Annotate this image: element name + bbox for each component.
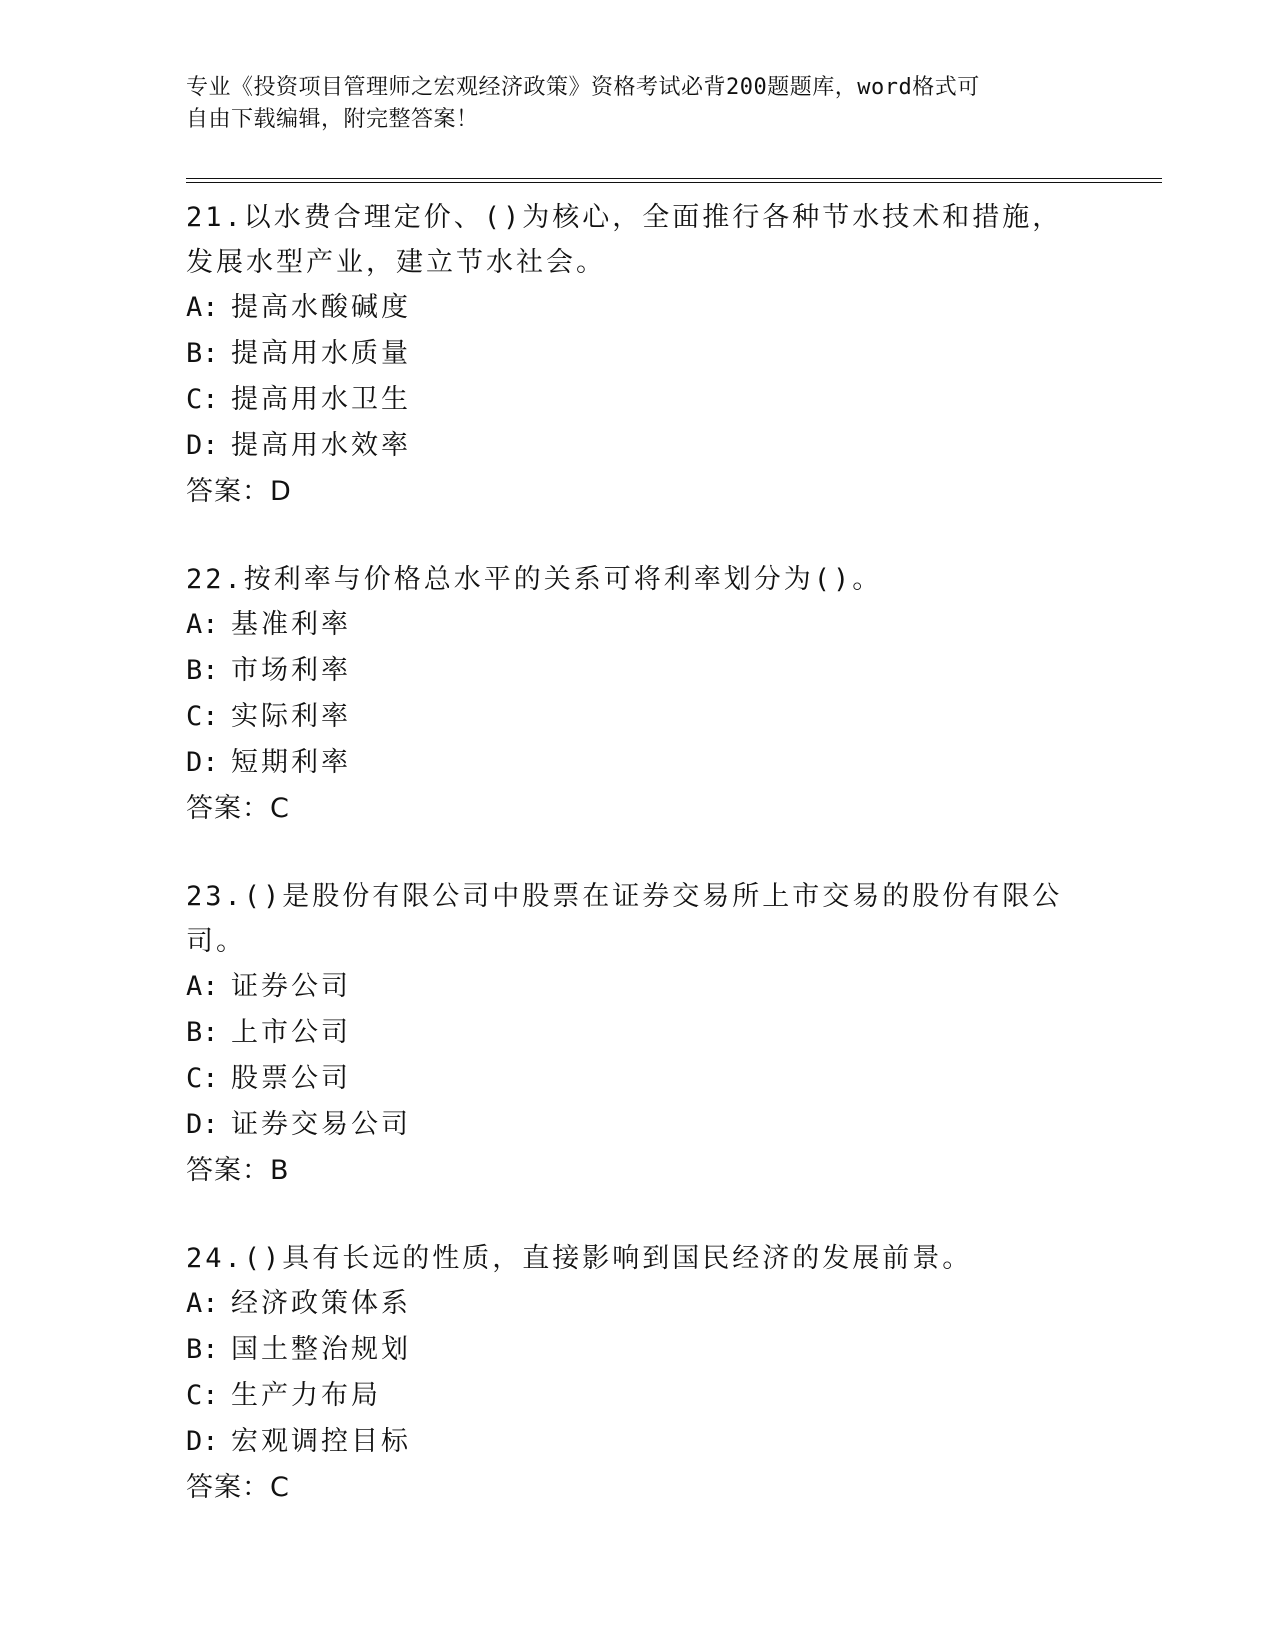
option-letter: A: bbox=[186, 971, 219, 1002]
option-b bbox=[186, 1327, 1186, 1373]
option-d bbox=[186, 1419, 1186, 1465]
option-letter: A: bbox=[186, 1288, 219, 1319]
option-c bbox=[186, 1056, 1186, 1102]
question-22 bbox=[186, 557, 1186, 832]
option-text: 股票公司 bbox=[231, 1063, 351, 1094]
option-c bbox=[186, 1373, 1186, 1419]
option-text: 证券交易公司 bbox=[231, 1109, 411, 1140]
option-text: 短期利率 bbox=[231, 747, 351, 778]
option-a bbox=[186, 1281, 1186, 1327]
question-stem: 23.()是股份有限公司中股票在证券交易所上市交易的股份有限公司。 bbox=[186, 881, 1063, 957]
header-divider bbox=[186, 178, 1162, 183]
option-text: 提高用水卫生 bbox=[231, 384, 411, 415]
option-text: 上市公司 bbox=[231, 1017, 351, 1048]
option-letter: B: bbox=[186, 655, 219, 686]
document-page bbox=[186, 72, 1186, 1511]
option-letter: A: bbox=[186, 292, 219, 323]
option-text: 国土整治规划 bbox=[231, 1334, 411, 1365]
option-a bbox=[186, 602, 1186, 648]
document-header bbox=[186, 72, 1086, 136]
option-text: 提高水酸碱度 bbox=[231, 292, 411, 323]
option-letter: B: bbox=[186, 1334, 219, 1365]
header-line-2: 自由下载编辑，附完整答案！ bbox=[186, 107, 479, 132]
answer-line: 答案：C bbox=[186, 1472, 290, 1503]
option-letter: D: bbox=[186, 430, 219, 461]
option-c bbox=[186, 694, 1186, 740]
option-letter: D: bbox=[186, 1109, 219, 1140]
option-letter: B: bbox=[186, 1017, 219, 1048]
option-text: 宏观调控目标 bbox=[231, 1426, 411, 1457]
option-d bbox=[186, 740, 1186, 786]
option-c bbox=[186, 377, 1186, 423]
option-letter: C: bbox=[186, 701, 219, 732]
option-d bbox=[186, 1102, 1186, 1148]
option-letter: B: bbox=[186, 338, 219, 369]
option-letter: D: bbox=[186, 747, 219, 778]
option-letter: A: bbox=[186, 609, 219, 640]
option-text: 实际利率 bbox=[231, 701, 351, 732]
question-stem: 21.以水费合理定价、()为核心，全面推行各种节水技术和措施，发展水型产业，建立节水社会。 bbox=[186, 202, 1063, 278]
option-b bbox=[186, 331, 1186, 377]
option-text: 提高用水效率 bbox=[231, 430, 411, 461]
option-text: 生产力布局 bbox=[231, 1380, 381, 1411]
header-line-1: 专业《投资项目管理师之宏观经济政策》资格考试必背200题题库，word格式可 bbox=[186, 75, 980, 100]
option-a bbox=[186, 285, 1186, 331]
option-b bbox=[186, 648, 1186, 694]
option-text: 证券公司 bbox=[231, 971, 351, 1002]
option-text: 提高用水质量 bbox=[231, 338, 411, 369]
question-23 bbox=[186, 874, 1186, 1194]
question-21 bbox=[186, 195, 1186, 515]
option-letter: D: bbox=[186, 1426, 219, 1457]
question-24 bbox=[186, 1236, 1186, 1511]
answer-line: 答案：C bbox=[186, 793, 290, 824]
option-letter: C: bbox=[186, 1063, 219, 1094]
option-b bbox=[186, 1010, 1186, 1056]
option-letter: C: bbox=[186, 384, 219, 415]
question-stem: 24.()具有长远的性质，直接影响到国民经济的发展前景。 bbox=[186, 1243, 973, 1274]
answer-line: 答案：B bbox=[186, 1155, 290, 1186]
answer-line: 答案：D bbox=[186, 476, 292, 507]
option-d bbox=[186, 423, 1186, 469]
option-text: 基准利率 bbox=[231, 609, 351, 640]
question-stem: 22.按利率与价格总水平的关系可将利率划分为()。 bbox=[186, 564, 883, 595]
option-text: 经济政策体系 bbox=[231, 1288, 411, 1319]
option-text: 市场利率 bbox=[231, 655, 351, 686]
option-a bbox=[186, 964, 1186, 1010]
option-letter: C: bbox=[186, 1380, 219, 1411]
